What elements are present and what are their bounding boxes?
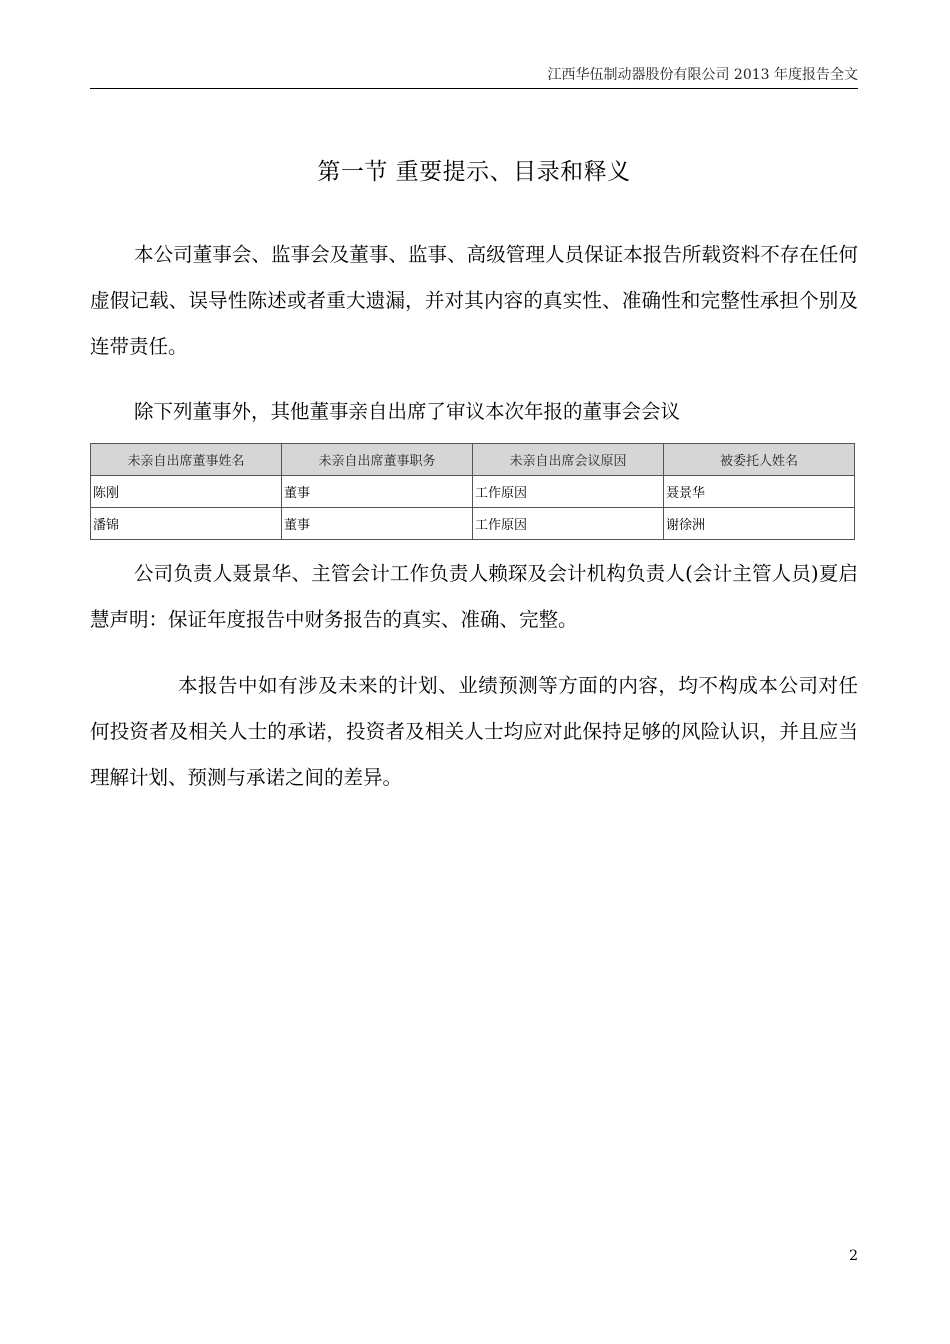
cell-director-position: 董事	[282, 476, 473, 508]
table-row	[91, 508, 855, 540]
header-absence-reason: 未亲自出席会议原因	[473, 444, 664, 476]
cell-director-position: 董事	[282, 508, 473, 540]
assurance-paragraph: 本公司董事会、监事会及董事、监事、高级管理人员保证本报告所载资料不存在任何虚假记载、误导性陈述或者重大遗漏，并对其内容的真实性、准确性和完整性承担个别及连带责任。	[90, 243, 858, 358]
page-number: 2	[849, 1248, 858, 1264]
cell-absence-reason: 工作原因	[473, 476, 664, 508]
cell-proxy-name: 聂景华	[664, 476, 855, 508]
header-director-name: 未亲自出席董事姓名	[91, 444, 282, 476]
attendance-paragraph: 除下列董事外，其他董事亲自出席了审议本次年报的董事会会议	[134, 400, 681, 423]
table-header-row	[91, 444, 855, 476]
absent-directors-table	[90, 443, 855, 540]
header-proxy-name: 被委托人姓名	[664, 444, 855, 476]
table-row	[91, 476, 855, 508]
header-director-position: 未亲自出席董事职务	[282, 444, 473, 476]
header-rule	[90, 88, 858, 89]
forward-looking-paragraph: 本报告中如有涉及未来的计划、业绩预测等方面的内容，均不构成本公司对任何投资者及相关人士的承诺，投资者及相关人士均应对此保持足够的风险认识，并且应当理解计划、预测与承诺之间的差异。	[90, 674, 858, 789]
cell-proxy-name: 谢徐洲	[664, 508, 855, 540]
cell-director-name: 陈刚	[91, 476, 282, 508]
cell-absence-reason: 工作原因	[473, 508, 664, 540]
section-title: 第一节 重要提示、目录和释义	[317, 159, 631, 185]
running-header: 江西华伍制动器股份有限公司 2013 年度报告全文	[547, 67, 858, 83]
cell-director-name: 潘锦	[91, 508, 282, 540]
financial-statement-paragraph: 公司负责人聂景华、主管会计工作负责人赖琛及会计机构负责人(会计主管人员)夏启慧声明：保证年度报告中财务报告的真实、准确、完整。	[90, 562, 858, 631]
